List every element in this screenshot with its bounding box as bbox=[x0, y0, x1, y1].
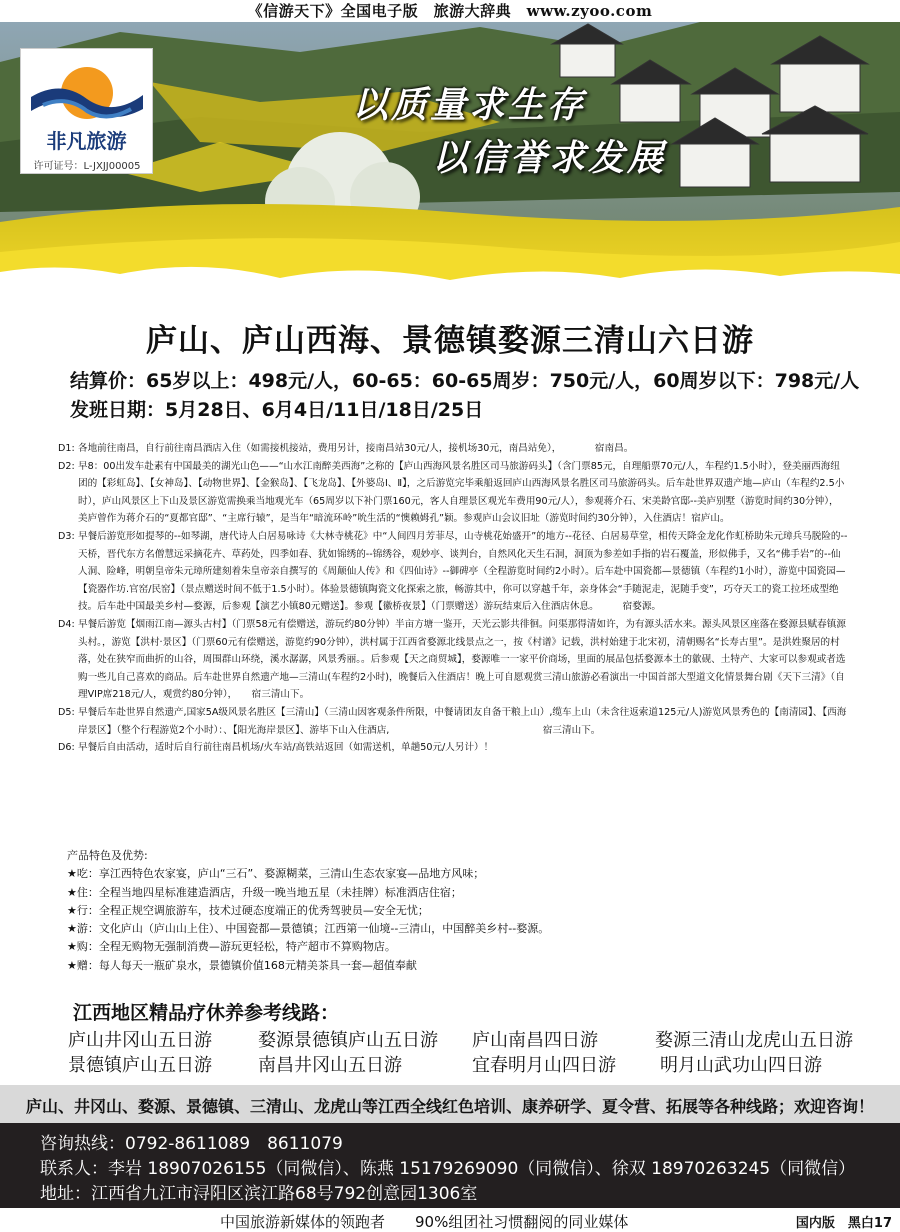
product-features bbox=[67, 847, 827, 975]
route-item: 庐山南昌四日游 bbox=[472, 1030, 598, 1051]
hotline: 咨询热线：0792-8611089 8611079 bbox=[40, 1134, 343, 1154]
itinerary-day bbox=[58, 440, 848, 458]
slogan-line-1: 以质量求生存 bbox=[352, 84, 587, 126]
day-text: 早8：00出发车赴素有中国最美的湖光山色——“山水江南醉美西海”之称的【庐山西海风景名胜区司马旅游码头】（含门票85元，自理船票70元/人，车程约1.5小时），登美丽西海纽团的【彩虹岛】、【女神岛】、【动物世界】、【金猴岛】、【飞龙岛】、【外婆岛Ⅰ、Ⅱ】，之后游览完毕乘船返回庐山西海风景名胜区司马旅游码头。后车赴世界双遗产地—庐山（车程约2.5小时），庐山风景区上下山及景区游览需换乘当地观光车（65周岁以下补门票160元，客人自理景区观光车费用90元/人），参观蒋介石、宋美龄官邸--美庐别墅（游览时间约30分钟），美庐曾作为蒋介石的“夏都官邸”、“主席行辕”，是当年“暗流环岭”吮生活的“懊赖姆孔”颖。参观庐山会议旧址（游览时间约30分钟），入住酒店！宿庐山。 bbox=[78, 460, 845, 525]
feature-item: ★赠：每人每天一瓶矿泉水，景德镇价值168元精美茶具一套—超值奉献 bbox=[67, 958, 417, 972]
footer-slogan: 中国旅游新媒体的领跑者 90%组团社习惯翻阅的同业媒体 bbox=[220, 1213, 629, 1231]
route-item: 明月山武功山四日游 bbox=[660, 1055, 822, 1076]
day-label: D4: bbox=[58, 618, 75, 630]
route-item: 庐山井冈山五日游 bbox=[68, 1030, 212, 1051]
day-label: D5: bbox=[58, 706, 75, 718]
feature-item: ★住：全程当地四星标准建造酒店，升级一晚当地五星（未挂牌）标准酒店住宿； bbox=[67, 885, 462, 899]
price-line: 结算价：65岁以上：498元/人，60-65：60-65周岁：750元/人，60周岁以下：798元/人 bbox=[70, 370, 860, 392]
day-label: D2: bbox=[58, 460, 75, 472]
feature-item: ★吃：享江西特色农家宴，庐山“三石”、婺源糊菜，三清山生态农家宴—品地方风味； bbox=[67, 867, 485, 881]
company-logo bbox=[20, 48, 153, 174]
route-item: 宜春明月山四日游 bbox=[472, 1055, 616, 1076]
slogan-line-2: 以信誉求发展 bbox=[432, 137, 667, 179]
routes-title: 江西地区精品疗休养参考线路： bbox=[73, 1002, 340, 1024]
day-label: D3: bbox=[58, 530, 75, 542]
feature-item: ★行：全程正规空调旅游车，技术过硬态度端正的优秀驾驶员—安全无忧； bbox=[67, 903, 429, 917]
itinerary-day bbox=[58, 458, 848, 528]
route-item: 婺源景德镇庐山五日游 bbox=[258, 1030, 438, 1051]
departure-dates: 发班日期：5月28日、6月4日/11日/18日/25日 bbox=[70, 399, 484, 421]
itinerary bbox=[58, 440, 848, 757]
edition-label: 国内版 黑白17 bbox=[795, 1216, 892, 1231]
license-number: 许可证号：L-JXJJ00005 bbox=[33, 161, 141, 172]
contact-panel bbox=[0, 1123, 900, 1208]
day-label: D1: bbox=[58, 443, 75, 454]
route-item: 婺源三清山龙虎山五日游 bbox=[655, 1030, 853, 1051]
day-text: 早餐后游览形如提琴的--如琴湖，唐代诗人白居易咏诗《大林寺桃花》中“人间四月芳菲尽，山寺桃花始盛开”的地方--花径、白居易草堂，相传天降金龙化作虹桥助朱元璋兵马脱险的--天桥，晋代东方名僧慧远采摘花卉、草药处，四季如春、犹如锦绣的--锦绣谷，观妙亭、谈判台，自然风化天生石洞，洞顶为参差如手指的岩石覆盖，形似佛手，又名“佛手岩”的--仙人洞、险峰，明朝皇帝朱元璋所建刻着朱皇帝亲自撰写的《周颠仙人传》和《四仙诗》--御碑亭（全程游览时间约2小时）。后车赴中国瓷都—景德镇（车程约1小时），游览中国瓷园—【瓷器作坊.官窑/民窑】（景点赠送时间不低于1.5小时）。体验景德镇陶瓷文化探索之旅，畅游其中，你可以穿越千年，亲身体会“手随泥走，泥随手变”，巧夺天工的瓷工拉坯成型绝技。后车赴中国最美乡村—婺源，后参观【演艺小镇80元赠送】。参观【徽桥夜景】（门票赠送）游玩结束后入住酒店休息。 宿婺源。 bbox=[78, 530, 848, 613]
itinerary-day bbox=[58, 528, 848, 616]
feature-item: ★购：全程无购物无强制消费—游玩更轻松，特产超市不算购物店。 bbox=[67, 940, 396, 954]
route-item: 南昌井冈山五日游 bbox=[258, 1055, 402, 1076]
logo-name: 非凡旅游 bbox=[46, 129, 127, 153]
day-text: 早餐后自由活动，适时后自行前往南昌机场/火车站/高铁站返回（如需送机，单趟50元/人另计）！ bbox=[78, 742, 494, 754]
day-text: 早餐后游览【烟雨江南—源头古村】（门票58元有偿赠送，游玩约80分钟）半亩方塘一鉴开，天光云影共徘徊。问渠那得清如许，为有源头活水来。源头风景区座落在婺源县赋春镇源头村。，游览【洪村·景区】（门票60元有偿赠送，游览约90分钟），洪村属于江西省婺源北线景点之一，按《村谱》记载，洪村始建于北宋初，清朝赐名“长寿古里”。是洪姓聚居的村落，处在狭窄而曲折的山谷，周围群山环绕，溪水潺潺，风景秀丽。。后参观【天之商贸城】，婺源唯一一家平价商场，里面的展品包括婺源本土的歙砚、土特产、大家可以参观或者选购一些儿自己喜欢的商品。后车赴世界自然遗产地—三清山(车程约2小时)，晚餐后入住酒店！晚上可自愿观赏三清山旅游必看演出一中国首部大型道文化情景舞台剧《天下三清》（自理VIP席218元/人，观赏约80分钟）， 宿三清山下。 bbox=[78, 618, 846, 701]
day-text: 早餐后车赴世界自然遗产,国家5A级风景名胜区【三清山】（三清山因客观条件所限，中餐请团友自备干粮上山）,缆车上山（未含往返索道125元/人)游览风景秀色的【南清园】、【西海岸景区】（整个行程游览2个小时）：、【阳光海岸景区】、游毕下山入住酒店, 宿三清山下。 bbox=[78, 706, 847, 736]
footer bbox=[0, 1209, 900, 1230]
promo-banner-text: 庐山、井冈山、婺源、景德镇、三清山、龙虎山等江西全线红色培训、康养研学、夏令营、拓展等各种线路；欢迎咨询！ bbox=[25, 1097, 874, 1116]
route-item: 景德镇庐山五日游 bbox=[68, 1055, 212, 1076]
contact-people: 联系人：李岩 18907026155（同微信）、陈燕 15179269090（同微信）、徐双 18970263245（同微信） bbox=[40, 1159, 856, 1179]
features-title: 产品特色及优势: bbox=[67, 849, 148, 862]
itinerary-day bbox=[58, 704, 848, 739]
hero-banner-photo bbox=[0, 22, 900, 290]
sunrise-wave-logo-icon bbox=[21, 49, 152, 125]
feature-item: ★游：文化庐山（庐山山上住）、中国瓷都—景德镇；江西第一仙境--三清山，中国醉美乡村--婺源。 bbox=[67, 922, 550, 936]
itinerary-day bbox=[58, 616, 848, 704]
itinerary-day bbox=[58, 739, 848, 757]
masthead: 《信游天下》全国电子版 旅游大辞典 www.zyoo.com bbox=[247, 2, 653, 20]
page-title: 庐山、庐山西海、景德镇婺源三清山六日游 bbox=[146, 323, 754, 359]
day-text: 各地前往南昌，自行前往南昌酒店入住（如需接机接站，费用另计，接南昌站30元/人，接机场30元，南昌站免）， 宿南昌。 bbox=[78, 443, 634, 454]
day-label: D6: bbox=[58, 742, 75, 754]
address: 地址：江西省九江市浔阳区滨江路68号792创意园1306室 bbox=[40, 1184, 478, 1204]
